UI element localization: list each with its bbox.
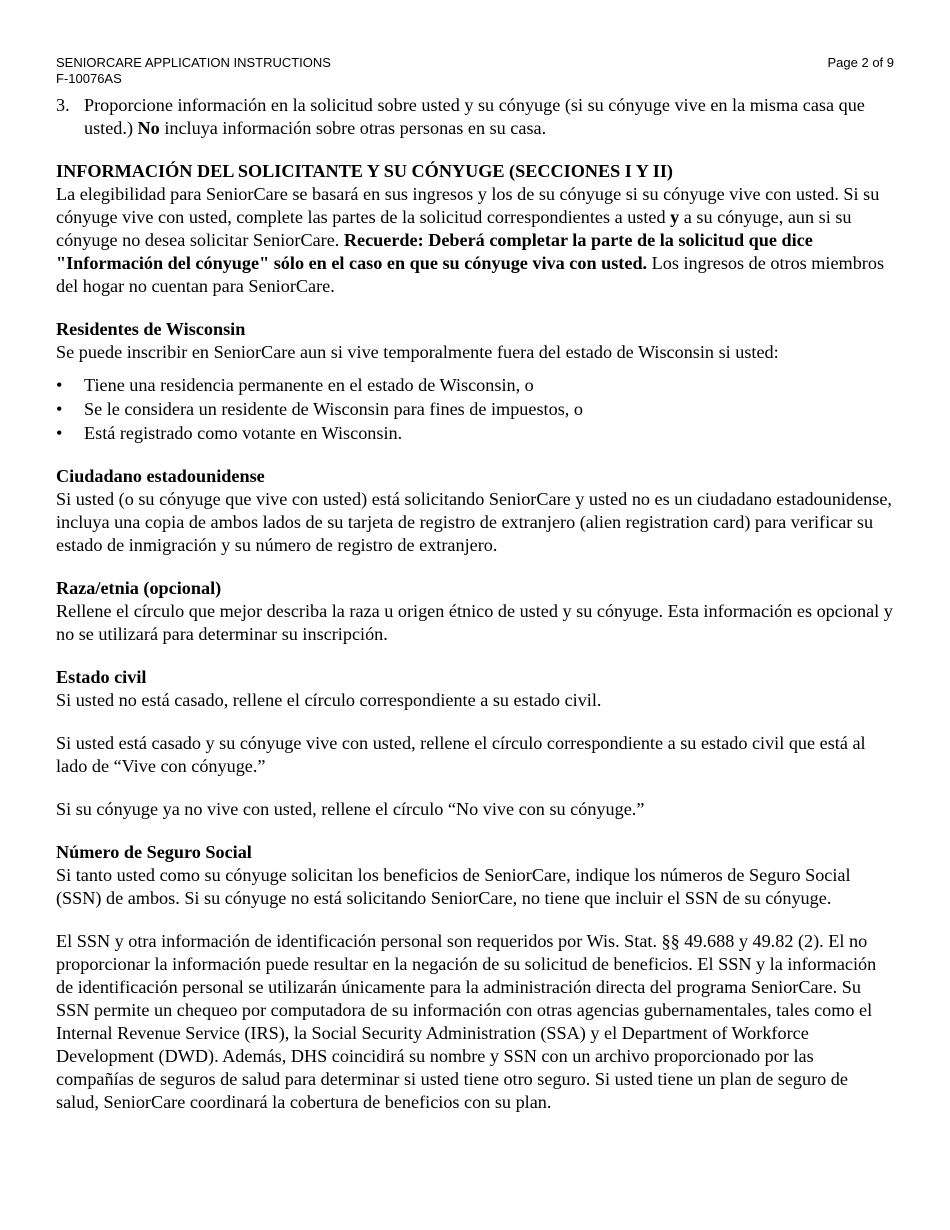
list-item-text: Está registrado como votante en Wisconsin. [84,423,403,443]
section-heading: Residentes de Wisconsin [56,319,246,339]
para-bold-reminder: Recuerde: Deberá completar la parte de la solicitud que dice "Información del cónyuge" sólo en el caso en que su cónyuge viva con usted. [56,230,813,273]
para-text-b: a su cónyuge, aun si su cónyuge no desea solicitar SeniorCare. [56,207,852,250]
bullet-list [56,373,894,445]
section-social-security-number [56,841,894,1114]
document-body [56,94,894,1114]
para-text-a: La elegibilidad para SeniorCare se basará en sus ingresos y los de su cónyuge si su cónyuge vive con usted. Si su cónyuge vive con usted, complete las partes de la solicitud correspondientes a usted [56,184,880,227]
section-heading: Número de Seguro Social [56,842,252,862]
section-us-citizen [56,465,894,557]
list-item-text: Se le considera un residente de Wisconsin para fines de impuestos, o [84,399,583,419]
section-heading: INFORMACIÓN DEL SOLICITANTE Y SU CÓNYUGE (SECCIONES I Y II) [56,161,673,181]
section-heading: Raza/etnia (opcional) [56,578,222,598]
section-paragraph [56,183,894,298]
list-item [56,373,894,397]
section-race-ethnicity [56,577,894,646]
section-paragraph: Si usted no está casado, rellene el círculo correspondiente a su estado civil. [56,690,602,710]
bullet-icon: • [56,399,63,419]
page-number: Page 2 of 9 [827,55,894,70]
form-id: F-10076AS [56,71,122,86]
list-item [56,421,894,445]
section-paragraph: Si usted (o su cónyuge que vive con usted) está solicitando SeniorCare y usted no es un ciudadano estadounidense, incluya una copia de ambos lados de su tarjeta de registro de extranjero (alien registration card) para verificar su estado de inmigración y su número de registro de extranjero. [56,489,892,555]
header-left [56,55,331,87]
instruction-item-3 [56,94,894,140]
section-heading: Estado civil [56,667,147,687]
list-item-text: Tiene una residencia permanente en el estado de Wisconsin, o [84,375,534,395]
item-number: 3. [56,95,70,115]
list-item [56,397,894,421]
section-applicant-info [56,160,894,298]
form-title: SENIORCARE APPLICATION INSTRUCTIONS [56,55,331,70]
item-text [84,94,894,140]
section-paragraph: Rellene el círculo que mejor describa la raza u origen étnico de usted y su cónyuge. Esta información es opcional y no se utilizará para determinar su inscripción. [56,601,893,644]
section-marital-status [56,666,894,821]
section-paragraph: El SSN y otra información de identificación personal son requeridos por Wis. Stat. §§ 49.688 y 49.82 (2). El no proporcionar la información puede resultar en la negación de su solicitud de beneficios. El SSN y la información de identificación personal se utilizarán únicamente para la administración directa del programa SeniorCare. Su SSN permite un chequeo por computadora de su información con otras agencias gubernamentales, tales como el Internal Revenue Service (IRS), la Social Security Administration (SSA) y el Department of Workforce Development (DWD). Además, DHS coincidirá su nombre y SSN con un archivo proporcionado por las compañías de seguros de salud para determinar si usted tiene otro seguro. Si usted tiene un plan de seguro de salud, SeniorCare coordinará la cobertura de beneficios con su plan. [56,931,877,1112]
bullet-icon: • [56,375,63,395]
para-bold-y: y [670,207,680,227]
section-paragraph: Si su cónyuge ya no vive con usted, rellene el círculo “No vive con su cónyuge.” [56,799,645,819]
section-heading: Ciudadano estadounidense [56,466,265,486]
para-text-c: Los ingresos de otros miembros del hogar no cuentan para SeniorCare. [56,253,885,296]
section-paragraph: Se puede inscribir en SeniorCare aun si vive temporalmente fuera del estado de Wisconsin si usted: [56,342,779,362]
item-text-b: incluya información sobre otras personas en su casa. [159,118,547,138]
item-text-a: Proporcione información en la solicitud sobre usted y su cónyuge (si su cónyuge vive en la misma casa que usted.) [84,95,865,138]
section-paragraph: Si tanto usted como su cónyuge solicitan los beneficios de SeniorCare, indique los números de Seguro Social (SSN) de ambos. Si su cónyuge no está solicitando SeniorCare, no tiene que incluir el SSN de su cónyuge. [56,865,851,908]
item-text-bold: No [137,118,160,138]
section-paragraph: Si usted está casado y su cónyuge vive con usted, rellene el círculo correspondiente a su estado civil que está al lado de “Vive con cónyuge.” [56,733,866,776]
bullet-icon: • [56,423,63,443]
page-header [56,55,894,87]
section-wisconsin-residents [56,318,894,445]
